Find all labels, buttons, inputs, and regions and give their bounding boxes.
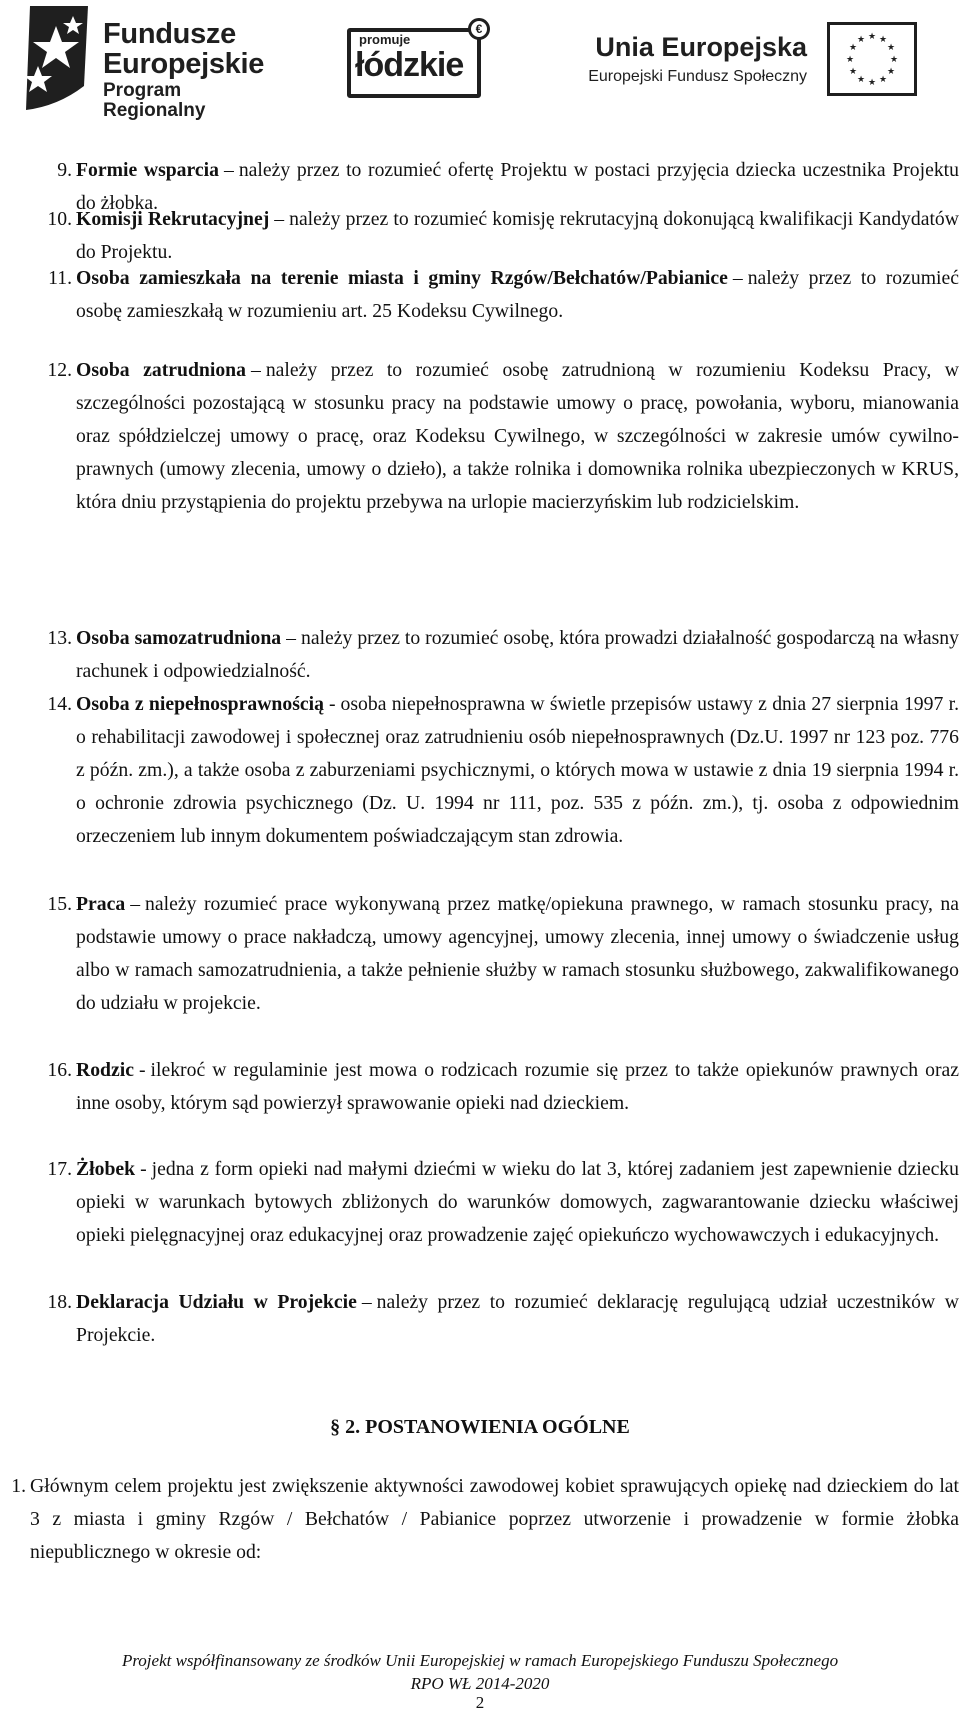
definition-dash: - [140,1158,147,1180]
item-number: 16. [47,1059,72,1081]
svg-text:★: ★ [886,67,896,77]
item-number: 9. [57,159,72,181]
euro-badge-icon: € [468,18,490,40]
lodzkie-logo-big: łódzkie [355,46,464,84]
section-paragraph [11,1470,959,1569]
svg-text:★: ★ [856,75,866,85]
definition-item [47,354,959,519]
definition-item [47,688,959,853]
definition-item [47,1153,959,1252]
svg-text:★: ★ [867,32,877,42]
definition-text: ilekroć w regulaminie jest mowa o rodzicach rozumie się przez to także opiekunów prawnych oraz inne osoby, którym sąd powierzył sprawowanie opieki nad dzieckiem. [76,1059,959,1114]
page-header [0,0,960,125]
definition-dash: – [732,267,743,289]
page-number: 2 [475,1693,485,1712]
svg-text:★: ★ [848,67,858,77]
definition-dash: – [250,359,261,381]
svg-text:★: ★ [878,75,888,85]
item-number: 11. [48,267,72,289]
definition-term: Rodzic [76,1059,134,1081]
definition-text: należy przez to rozumieć ofertę Projektu w postaci przyjęcia dziecka uczestnika Projektu do żłobka. [76,159,959,214]
definition-item [47,622,959,688]
definition-text: należy przez to rozumieć osobę zatrudnioną w rozumieniu Kodeksu Pracy, w szczególności pozostającą w stosunku pracy na podstawie umowy o pracę, powołania, wyboru, mianowania oraz spółdzielczej umowy o pracę, oraz Kodeksu Cywilnego, w szczególności w zakresie umów cywilno- prawnych (umowy zlecenia, umowy o dzieło), a także rolnika i domownika rolnika ubezpieczonych w KRUS, która dniu przystąpienia do projektu przebywa na urlopie macierzyńskim lub rodzicielskim. [76,359,959,513]
definition-text: należy przez to rozumieć osobę, która prowadzi działalność gospodarczą na własny rachunek i odpowiedzialność. [76,627,959,682]
lodzkie-logo-small: promuje [359,32,411,47]
definition-dash: - [328,693,336,715]
svg-text:★: ★ [848,43,858,53]
item-number: 15. [47,893,72,915]
definition-text: osoba niepełnosprawna w świetle przepisów ustawy z dnia 27 sierpnia 1997 r. o rehabilitacji zawodowej i społecznej oraz zatrudnieniu osób niepełnosprawnych (Dz.U. 1997 nr 123 poz. 776 z późn. zm.), a także osoba z zaburzeniami psychicznymi, o których mowa w ustawie z dnia 19 sierpnia 1994 r. o ochronie zdrowia psychicznego (Dz. U. 1994 nr 111, poz. 535 z późn. zm.), tj. osoba z odpowiednim orzeczeniem lub innym dokumentem poświadczającym stan zdrowia. [76,693,959,847]
svg-text:★: ★ [889,55,899,65]
svg-text:★: ★ [856,35,866,45]
definition-dash: – [274,208,285,230]
item-number: 10. [47,208,72,230]
item-number: 17. [47,1158,72,1180]
definition-text: należy przez to rozumieć osobę zamieszkałą w rozumieniu art. 25 Kodeksu Cywilnego. [76,267,959,322]
definition-item [48,262,959,328]
definition-term: Żłobek [76,1158,136,1180]
ue-logo-subtitle: Europejski Fundusz Społeczny [588,68,807,85]
definition-term: Formie wsparcia [76,159,219,181]
definition-item [47,1054,959,1120]
definition-term: Osoba z niepełnosprawnością [76,693,324,715]
fe-logo-line2: Europejskie [103,47,265,80]
svg-text:★: ★ [867,78,877,88]
definition-text: należy przez to rozumieć komisję rekrutacyjną dokonującą kwalifikacji Kandydatów do Projektu. [76,208,959,263]
promuje-lodzkie-logo [347,18,490,102]
definition-item [47,1286,959,1352]
definition-term: Osoba zamieszkała na terenie miasta i gminy Rzgów/Bełchatów/Pabianice [76,267,728,289]
definition-term: Osoba samozatrudniona [76,627,282,649]
svg-text:★: ★ [878,35,888,45]
definition-item [47,888,959,1020]
paragraph-text: Głównym celem projektu jest zwiększenie aktywności zawodowej kobiet sprawujących opiekę nad dzieckiem do lat 3 z miasta i gminy Rzgów / Bełchatów / Pabianice poprzez utworzenie i prowadzenie w formie żłobka niepublicznego w okresie od: [30,1475,959,1563]
definition-dash: – [130,893,141,915]
svg-text:★: ★ [886,43,896,53]
definition-item [47,203,959,269]
eu-flag-icon [827,22,917,96]
fe-logo-line1: Fundusze [103,18,236,50]
definition-text: należy rozumieć prace wykonywaną przez matkę/opiekuna prawnego, w ramach stosunku pracy, na podstawie umowy o prace nakładczą, umowy agencyjnej, umowy zlecenia, innej umowy o świadczenie usług albo w ramach samozatrudnienia, a także pełnienie służby w ramach stosunku służbowego, zakwalifikowanego do udziału w projekcie. [76,893,959,1014]
footer-line1: Projekt współfinansowany ze środków Unii Europejskiej w ramach Europejskiego Funduszu Społecznego [121,1651,839,1670]
unia-europejska-logo [560,18,960,108]
fe-star-emblem-icon [18,6,98,110]
definition-term: Komisji Rekrutacyjnej [76,208,270,230]
definition-dash: – [223,159,234,181]
fundusze-europejskie-logo [18,6,288,121]
section-title: § 2. POSTANOWIENIA OGÓLNE [330,1416,630,1438]
definition-text: jedna z form opieki nad małymi dziećmi w wieku do lat 3, której zadaniem jest zapewnienie dziecku opieki w warunkach bytowych zbliżonych do warunków domowych, zagwarantowanie dziecku właściwej opieki pielęgnacyjnej oraz edukacyjnej oraz prowadzenie zajęć opiekuńczo wychowawczych i edukacyjnych. [76,1158,959,1246]
fe-logo-line3: Program Regionalny [103,80,206,121]
definition-term: Osoba zatrudniona [76,359,246,381]
page-footer [0,1649,960,1695]
definition-dash: – [286,627,296,649]
svg-text:★: ★ [845,55,855,65]
paragraph-number: 1. [11,1475,26,1497]
ue-logo-title: Unia Europejska [595,32,807,62]
footer-line2: RPO WŁ 2014-2020 [410,1674,550,1693]
item-number: 14. [47,693,72,715]
item-number: 13. [47,627,72,649]
item-number: 18. [47,1291,72,1313]
definition-dash: - [138,1059,146,1081]
definition-dash: – [361,1291,372,1313]
definition-text: należy przez to rozumieć deklarację regulującą udział uczestników w Projekcie. [76,1291,959,1346]
definition-term: Deklaracja Udziału w Projekcie [76,1291,357,1313]
definition-term: Praca [76,893,126,915]
item-number: 12. [47,359,72,381]
